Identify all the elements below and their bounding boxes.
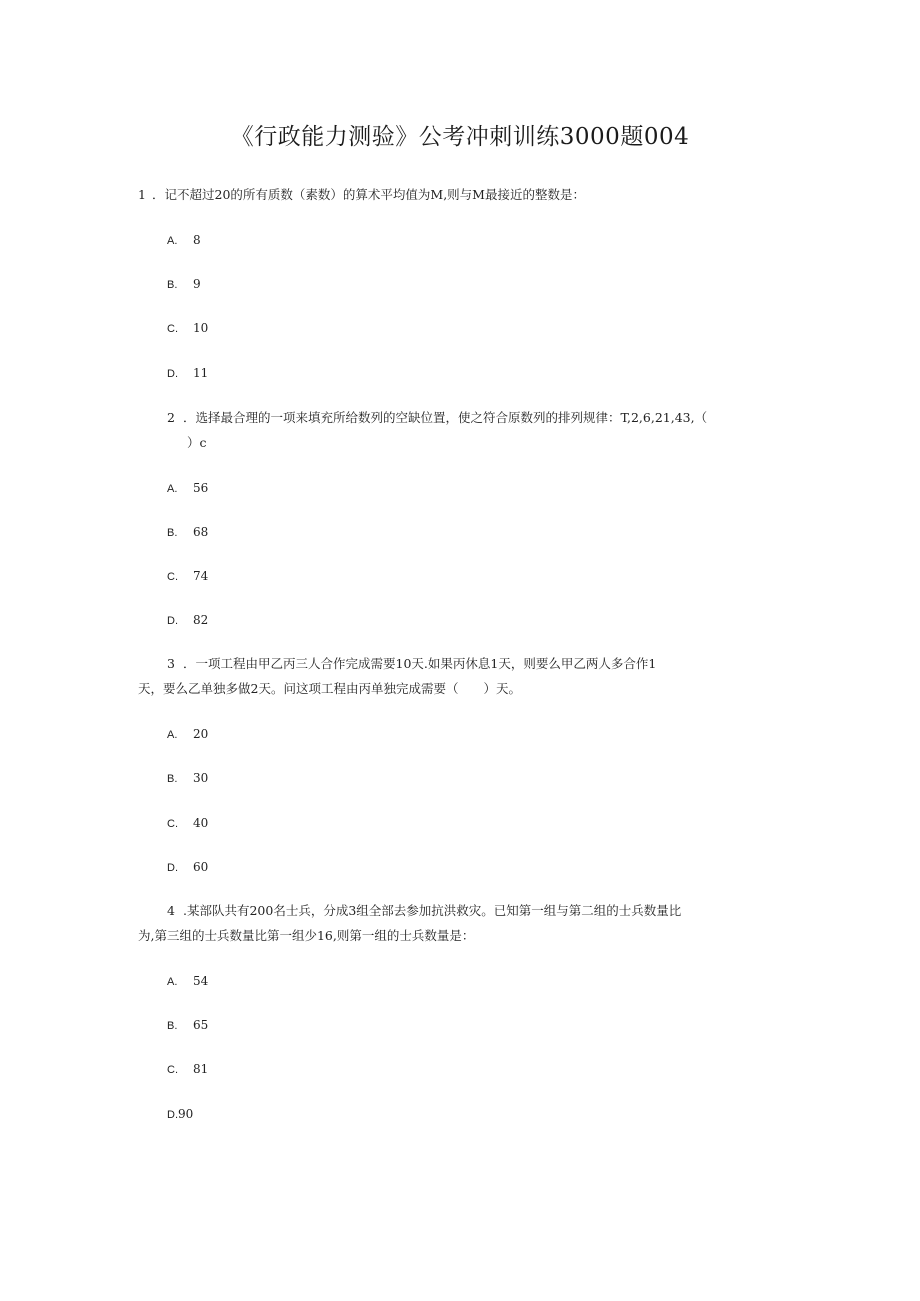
option-letter: A. [167, 729, 178, 741]
question-3 [138, 651, 798, 701]
option-letter: A. [167, 976, 178, 988]
question-text: .某部队共有200名士兵，分成3组全部去参加抗洪救灾。已知第一组与第二组的士兵数量比 [183, 903, 682, 918]
question-text: ．记不超过20的所有质数（素数）的算术平均值为M,则与M最接近的整数是： [152, 187, 585, 202]
option-d [167, 1106, 193, 1122]
option-letter: C. [167, 818, 178, 830]
question-text-continued: 天，要么乙单独多做2天。问这项工程由丙单独完成需要（ ）天。 [138, 681, 521, 696]
option-value: 56 [193, 481, 209, 495]
option-value: 8 [193, 233, 201, 247]
question-2 [167, 405, 807, 455]
option-letter: B. [167, 1020, 178, 1032]
question-4 [138, 898, 798, 948]
option-a [167, 232, 201, 248]
option-b [167, 524, 208, 540]
option-value: 65 [193, 1018, 209, 1032]
question-number: 1 [138, 187, 146, 202]
option-value: 54 [193, 974, 209, 988]
option-a [167, 973, 208, 989]
option-letter: D. [167, 862, 178, 874]
option-a [167, 726, 208, 742]
option-value: 60 [193, 860, 209, 874]
option-value: 20 [193, 727, 209, 741]
option-value: 40 [193, 816, 209, 830]
option-letter: C. [167, 323, 178, 335]
option-letter: A. [167, 483, 178, 495]
option-value: 11 [193, 366, 209, 380]
question-number: 3 [167, 656, 175, 671]
option-letter: D. [167, 1109, 178, 1121]
option-letter: C. [167, 571, 178, 583]
option-a [167, 480, 208, 496]
question-text-continued: 为,第三组的士兵数量比第一组少16,则第一组的士兵数量是： [138, 928, 475, 943]
option-letter: D. [167, 368, 178, 380]
option-d [167, 612, 208, 628]
option-c [167, 568, 208, 584]
option-b [167, 770, 208, 786]
question-number: 4 [167, 903, 175, 918]
option-value: 81 [193, 1062, 209, 1076]
option-value: 10 [193, 321, 209, 335]
option-letter: C. [167, 1064, 178, 1076]
option-letter: B. [167, 773, 178, 785]
option-letter: D. [167, 615, 178, 627]
question-number: 2 [167, 410, 175, 425]
question-text: ．选择最合理的一项来填充所给数列的空缺位置，使之符合原数列的排列规律：T,2,6,21,43,（ [183, 410, 708, 425]
option-d [167, 365, 208, 381]
option-letter: A. [167, 235, 178, 247]
option-value: 68 [193, 525, 209, 539]
option-b [167, 276, 201, 292]
question-text-continued: ）c [187, 435, 207, 450]
option-value: 30 [193, 771, 209, 785]
option-c [167, 1061, 208, 1077]
option-value: 9 [193, 277, 201, 291]
option-value: 82 [193, 613, 209, 627]
option-c [167, 320, 208, 336]
option-value: 90 [178, 1107, 194, 1121]
option-d [167, 859, 208, 875]
option-letter: B. [167, 527, 178, 539]
option-letter: B. [167, 279, 178, 291]
page-title: 《行政能力测验》公考冲刺训练3000题004 [230, 124, 690, 150]
question-1 [138, 182, 798, 207]
option-b [167, 1017, 208, 1033]
option-c [167, 815, 208, 831]
question-text: ．一项工程由甲乙丙三人合作完成需要10天.如果丙休息1天，则要么甲乙两人多合作1 [183, 656, 657, 671]
option-value: 74 [193, 569, 209, 583]
